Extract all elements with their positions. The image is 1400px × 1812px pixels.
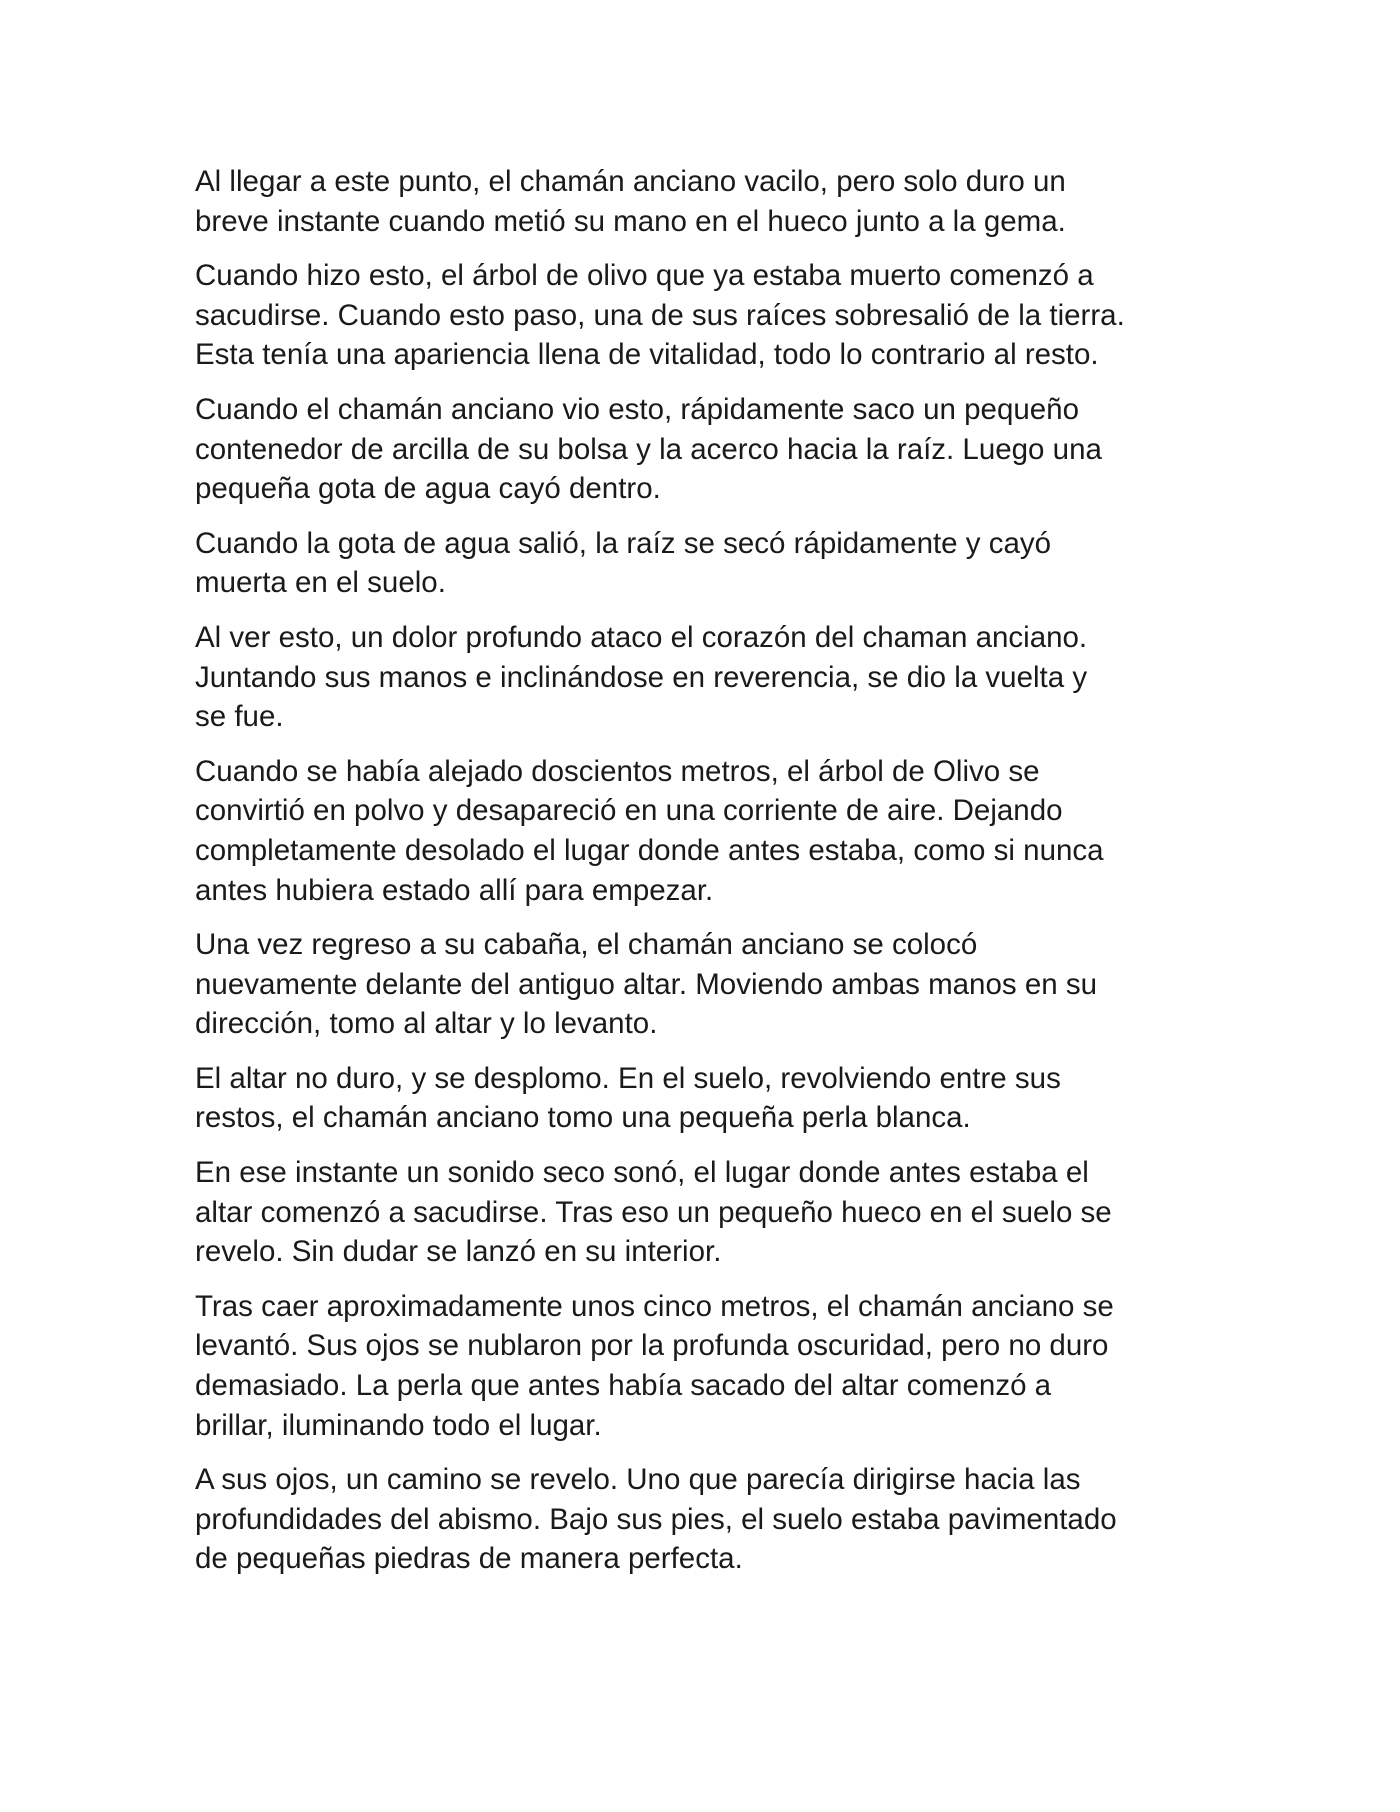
paragraph-line: se fue. bbox=[195, 700, 284, 734]
paragraph-line: muerta en el suelo. bbox=[195, 566, 446, 600]
paragraph-11 bbox=[195, 1460, 1225, 1579]
paragraph-line: completamente desolado el lugar donde antes estaba, como si nunca bbox=[195, 833, 1104, 867]
paragraph-line: A sus ojos, un camino se revelo. Uno que parecía dirigirse hacia las bbox=[195, 1463, 1081, 1497]
paragraph-line: nuevamente delante del antiguo altar. Moviendo ambas manos en su bbox=[195, 967, 1097, 1001]
paragraph-line: En ese instante un sonido seco sonó, el lugar donde antes estaba el bbox=[195, 1156, 1089, 1190]
paragraph-line: Al ver esto, un dolor profundo ataco el corazón del chaman anciano. bbox=[195, 620, 1088, 654]
paragraph-line: contenedor de arcilla de su bolsa y la acerco hacia la raíz. Luego una bbox=[195, 432, 1102, 466]
paragraph-line: El altar no duro, y se desplomo. En el suelo, revolviendo entre sus bbox=[195, 1061, 1061, 1095]
paragraph-line: altar comenzó a sacudirse. Tras eso un pequeño hueco en el suelo se bbox=[195, 1195, 1112, 1229]
paragraph-10 bbox=[195, 1287, 1225, 1445]
paragraph-line: convirtió en polvo y desapareció en una corriente de aire. Dejando bbox=[195, 794, 1063, 828]
paragraph-line: dirección, tomo al altar y lo levanto. bbox=[195, 1007, 658, 1041]
paragraph-line: Una vez regreso a su cabaña, el chamán anciano se colocó bbox=[195, 928, 978, 962]
paragraph-line: Juntando sus manos e inclinándose en reverencia, se dio la vuelta y bbox=[195, 660, 1088, 694]
paragraph-line: sacudirse. Cuando esto paso, una de sus raíces sobresalió de la tierra. bbox=[195, 298, 1125, 332]
paragraph-9 bbox=[195, 1153, 1225, 1272]
paragraph-line: restos, el chamán anciano tomo una pequeña perla blanca. bbox=[195, 1101, 971, 1135]
paragraph-line: pequeña gota de agua cayó dentro. bbox=[195, 472, 661, 506]
paragraph-line: Al llegar a este punto, el chamán anciano vacilo, pero solo duro un bbox=[195, 165, 1066, 198]
paragraph-line: brillar, iluminando todo el lugar. bbox=[195, 1408, 602, 1442]
paragraph-7 bbox=[195, 925, 1225, 1044]
paragraph-line: de pequeñas piedras de manera perfecta. bbox=[195, 1542, 743, 1576]
paragraph-line: revelo. Sin dudar se lanzó en su interior. bbox=[195, 1235, 722, 1269]
paragraph-line: Cuando el chamán anciano vio esto, rápidamente saco un pequeño bbox=[195, 392, 1079, 426]
paragraph-8 bbox=[195, 1059, 1225, 1138]
paragraph-line: Cuando se había alejado doscientos metros, el árbol de Olivo se bbox=[195, 754, 1040, 788]
paragraph-5 bbox=[195, 618, 1225, 737]
paragraph-6 bbox=[195, 752, 1225, 910]
paragraph-line: Cuando la gota de agua salió, la raíz se secó rápidamente y cayó bbox=[195, 526, 1052, 560]
paragraph-2 bbox=[195, 256, 1225, 375]
document-body bbox=[195, 162, 1225, 1594]
paragraph-line: Cuando hizo esto, el árbol de olivo que ya estaba muerto comenzó a bbox=[195, 259, 1094, 293]
paragraph-line: Esta tenía una apariencia llena de vitalidad, todo lo contrario al resto. bbox=[195, 338, 1099, 372]
paragraph-line: antes hubiera estado allí para empezar. bbox=[195, 873, 714, 907]
paragraph-1 bbox=[195, 162, 1225, 241]
paragraph-4 bbox=[195, 524, 1225, 603]
paragraph-line: profundidades del abismo. Bajo sus pies, el suelo estaba pavimentado bbox=[195, 1502, 1117, 1536]
paragraph-line: Tras caer aproximadamente unos cinco metros, el chamán anciano se bbox=[195, 1289, 1114, 1323]
paragraph-line: demasiado. La perla que antes había sacado del altar comenzó a bbox=[195, 1369, 1052, 1403]
paragraph-line: levantó. Sus ojos se nublaron por la profunda oscuridad, pero no duro bbox=[195, 1329, 1109, 1363]
paragraph-3 bbox=[195, 390, 1225, 509]
paragraph-line: breve instante cuando metió su mano en el hueco junto a la gema. bbox=[195, 204, 1066, 238]
